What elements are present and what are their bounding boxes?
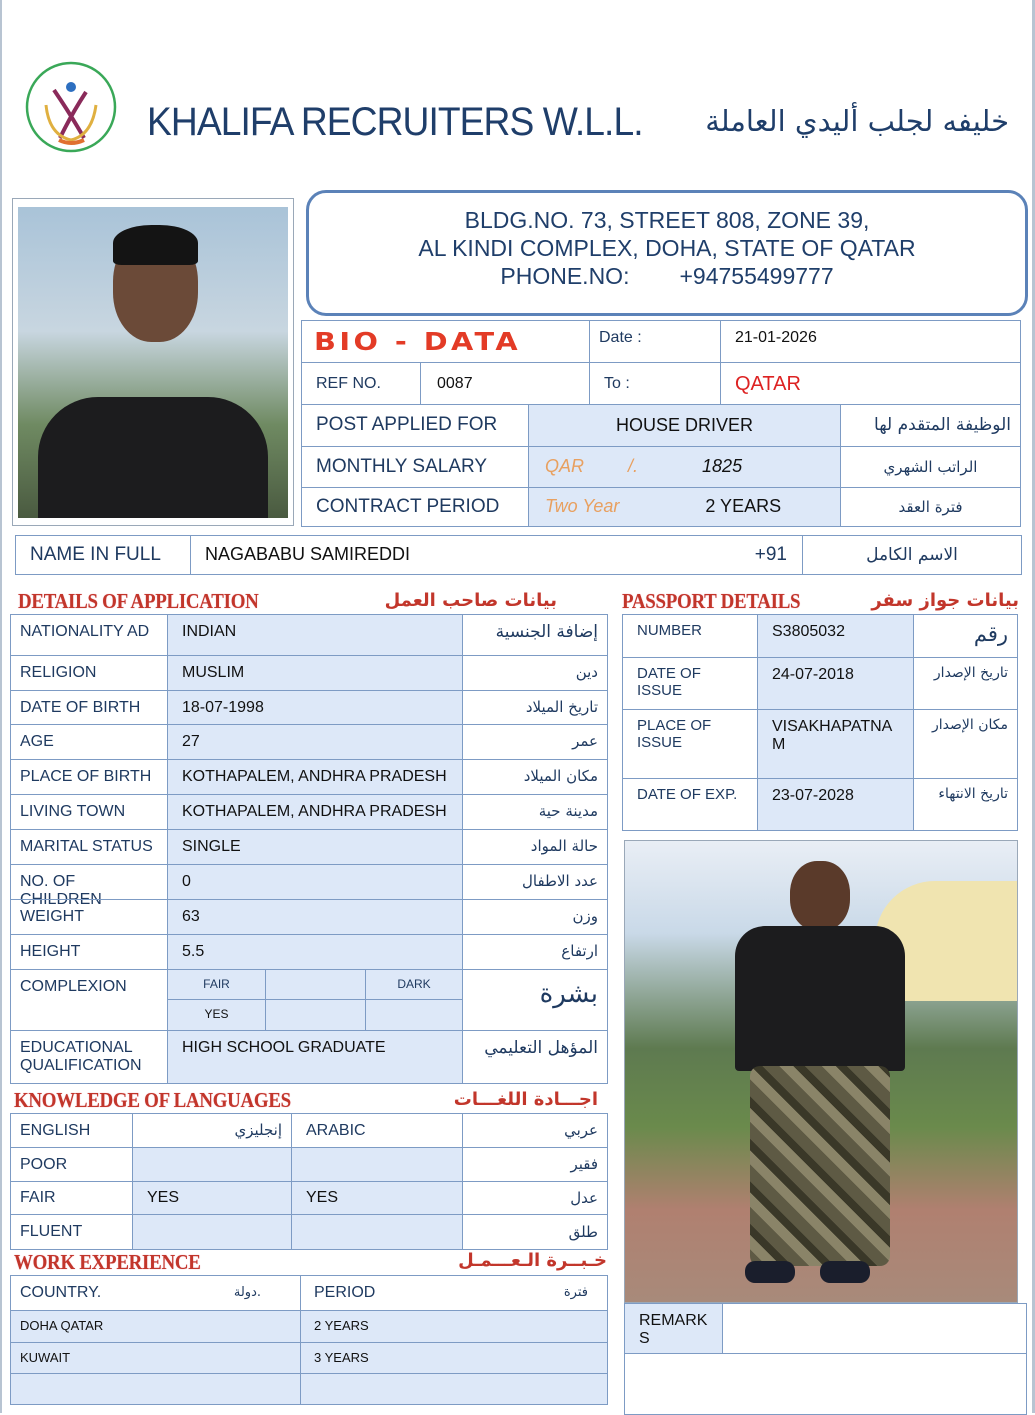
salary-label-arabic: الراتب الشهري — [840, 446, 1021, 488]
passport-title-arabic: بيانات جواز سفر — [871, 590, 1019, 611]
remarks-value[interactable] — [722, 1303, 1027, 1354]
arabic-level-value — [291, 1214, 463, 1250]
details-title-arabic: بيانات صاحب العمل — [384, 590, 557, 611]
complexion-blank-cell — [265, 999, 366, 1031]
salary-amount: 1825 — [702, 456, 743, 477]
period-header: PERIOD فترة — [300, 1275, 608, 1311]
detail-label: LIVING TOWN — [10, 794, 168, 830]
arabic-level-value — [291, 1147, 463, 1182]
passport-label: PLACE OF ISSUE — [622, 709, 758, 779]
name-label: NAME IN FULL — [15, 535, 191, 575]
education-value: HIGH SCHOOL GRADUATE — [167, 1030, 463, 1084]
name-label-arabic: الاسم الكامل — [802, 535, 1022, 575]
work-title: WORK EXPERIENCE — [14, 1250, 201, 1274]
detail-value: 63 — [167, 899, 463, 935]
work-period: 3 YEARS — [300, 1342, 608, 1374]
company-name: KHALIFA RECRUITERS W.L.L. — [147, 100, 643, 144]
full-body-photo — [624, 840, 1018, 1303]
passport-label-arabic: مكان الإصدار — [913, 709, 1018, 779]
remarks-label: REMARKS — [624, 1303, 723, 1354]
salary-separator: /. — [628, 456, 639, 477]
detail-label-arabic: عدد الاطفال — [462, 864, 608, 900]
work-period — [300, 1373, 608, 1405]
full-name: NAGABABU SAMIREDDI — [205, 544, 411, 565]
company-name-arabic: خليفه لجلب أليدي العاملة — [705, 104, 1009, 138]
detail-label: PLACE OF BIRTH — [10, 759, 168, 795]
passport-label-arabic: رقم — [913, 614, 1018, 658]
page-border-left — [0, 0, 2, 1413]
phone-label: PHONE.NO: — [500, 263, 630, 289]
contract-label-arabic: فترة العقد — [840, 487, 1021, 527]
detail-label-arabic: مكان الميلاد — [462, 759, 608, 795]
work-country: KUWAIT — [10, 1342, 301, 1374]
portrait-photo — [18, 207, 288, 518]
detail-value: SINGLE — [167, 829, 463, 865]
passport-label-arabic: تاريخ الإصدار — [913, 657, 1018, 710]
to-value: QATAR — [720, 362, 1021, 405]
english-level-value: YES — [132, 1181, 292, 1215]
detail-value: 18-07-1998 — [167, 690, 463, 725]
detail-label: HEIGHT — [10, 934, 168, 970]
company-logo-icon — [24, 60, 118, 154]
language-level-arabic: فقير — [462, 1147, 608, 1182]
ref-value: 0087 — [420, 362, 590, 405]
english-label-arabic: إنجليزي — [132, 1113, 292, 1148]
date-label: Date : — [589, 320, 721, 363]
detail-value: 27 — [167, 724, 463, 760]
detail-value: 5.5 — [167, 934, 463, 970]
language-level-label: POOR — [10, 1147, 133, 1182]
passport-value: VISAKHAPATNAM — [757, 709, 914, 779]
language-level-arabic: طلق — [462, 1214, 608, 1250]
language-level-label: FLUENT — [10, 1214, 133, 1250]
detail-label: WEIGHT — [10, 899, 168, 935]
detail-label-arabic: تاريخ الميلاد — [462, 690, 608, 725]
salary-label: MONTHLY SALARY — [301, 446, 529, 488]
language-level-arabic: عدل — [462, 1181, 608, 1215]
complexion-label: COMPLEXION — [10, 969, 168, 1031]
contract-hint: Two Year — [545, 496, 620, 517]
date-value: 21-01-2026 — [720, 320, 1021, 363]
english-level-value — [132, 1147, 292, 1182]
salary-currency: QAR — [545, 456, 585, 477]
passport-title: PASSPORT DETAILS — [622, 589, 801, 613]
detail-label-arabic: عمر — [462, 724, 608, 760]
detail-label: NO. OF CHILDREN — [10, 864, 168, 900]
country-code: +91 — [754, 543, 787, 565]
to-label: To : — [589, 362, 721, 405]
post-label-arabic: الوظيفة المتقدم لها — [840, 404, 1021, 447]
passport-value: S3805032 — [757, 614, 914, 658]
passport-label: DATE OF ISSUE — [622, 657, 758, 710]
contract-label: CONTRACT PERIOD — [301, 487, 529, 527]
detail-label-arabic: حالة المواد — [462, 829, 608, 865]
detail-label: MARITAL STATUS — [10, 829, 168, 865]
education-label-arabic: المؤهل التعليمي — [462, 1030, 608, 1084]
education-label: EDUCATIONAL QUALIFICATION — [10, 1030, 168, 1084]
work-title-arabic: خـبــرة الـعـــمـل — [458, 1250, 607, 1271]
languages-title-arabic: اجـــادة اللغـــات — [453, 1089, 598, 1110]
bio-data-title: BIO - DATA — [301, 320, 590, 363]
address-line-2: AL KINDI COMPLEX, DOHA, STATE OF QATAR — [418, 235, 916, 261]
language-level-label: FAIR — [10, 1181, 133, 1215]
english-level-value — [132, 1214, 292, 1250]
contract-period: 2 YEARS — [705, 496, 782, 517]
detail-value: INDIAN — [167, 614, 463, 656]
detail-label-arabic: مدينة حية — [462, 794, 608, 830]
arabic-label: ARABIC — [291, 1113, 463, 1148]
work-country — [10, 1373, 301, 1405]
english-label: ENGLISH — [10, 1113, 133, 1148]
work-country: DOHA QATAR — [10, 1310, 301, 1343]
post-value: HOUSE DRIVER — [528, 404, 841, 447]
salary-value — [528, 446, 841, 488]
detail-label: AGE — [10, 724, 168, 760]
detail-label-arabic: دين — [462, 655, 608, 691]
detail-label: RELIGION — [10, 655, 168, 691]
detail-value: 0 — [167, 864, 463, 900]
complexion-dark-label: DARK — [365, 969, 463, 1000]
detail-label: NATIONALITY AD — [10, 614, 168, 656]
detail-label: DATE OF BIRTH — [10, 690, 168, 725]
complexion-fair-value: YES — [167, 999, 266, 1031]
address-box — [306, 190, 1028, 316]
name-value — [190, 535, 803, 575]
detail-label-arabic: إضافة الجنسية — [462, 614, 608, 656]
complexion-blank-cell — [265, 969, 366, 1000]
passport-label-arabic: تاريخ الانتهاء — [913, 778, 1018, 831]
country-header: COUNTRY. دولة. — [10, 1275, 301, 1311]
phone-number: +94755499777 — [679, 263, 834, 289]
post-label: POST APPLIED FOR — [301, 404, 529, 447]
ref-label: REF NO. — [301, 362, 421, 405]
arabic-level-value: YES — [291, 1181, 463, 1215]
remarks-area[interactable] — [624, 1353, 1027, 1415]
arabic-label-arabic: عربي — [462, 1113, 608, 1148]
detail-value: KOTHAPALEM, ANDHRA PRADESH — [167, 794, 463, 830]
passport-label: NUMBER — [622, 614, 758, 658]
work-period: 2 YEARS — [300, 1310, 608, 1343]
passport-value: 24-07-2018 — [757, 657, 914, 710]
contract-value — [528, 487, 841, 527]
complexion-fair-label: FAIR — [167, 969, 266, 1000]
detail-value: MUSLIM — [167, 655, 463, 691]
detail-label-arabic: وزن — [462, 899, 608, 935]
detail-label-arabic: ارتفاع — [462, 934, 608, 970]
passport-label: DATE OF EXP. — [622, 778, 758, 831]
complexion-label-arabic: بشرة — [462, 969, 608, 1031]
languages-title: KNOWLEDGE OF LANGUAGES — [14, 1088, 291, 1112]
complexion-dark-value — [365, 999, 463, 1031]
detail-value: KOTHAPALEM, ANDHRA PRADESH — [167, 759, 463, 795]
details-title: DETAILS OF APPLICATION — [18, 589, 259, 613]
passport-value: 23-07-2028 — [757, 778, 914, 831]
address-line-1: BLDG.NO. 73, STREET 808, ZONE 39, — [464, 207, 870, 233]
